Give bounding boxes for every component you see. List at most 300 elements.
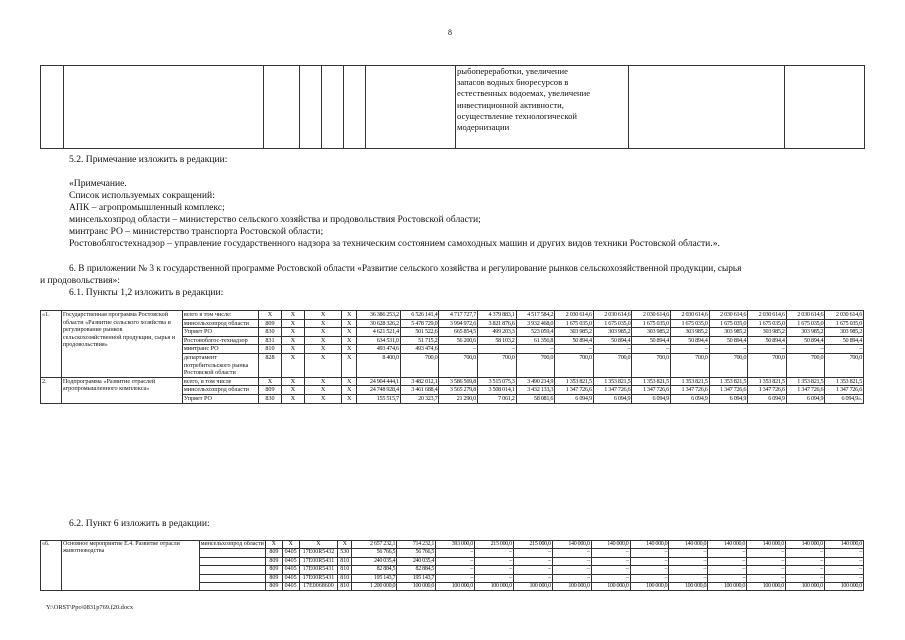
top-line: инвестиционной активности,	[457, 99, 564, 110]
value-cell: –	[552, 574, 591, 582]
value-cell: 58 081,6	[516, 394, 555, 403]
executor: департамент потребительского рынка Ростовской области	[182, 353, 258, 377]
code-cell: 0405	[282, 566, 299, 574]
value-cell: 51 715,2	[400, 336, 439, 345]
value-cell: –	[593, 345, 632, 354]
value-cell: –	[552, 566, 591, 574]
value-cell: 100 000,0	[669, 583, 708, 591]
value-cell: 100 000,0	[708, 583, 747, 591]
code-cell: X	[258, 377, 281, 386]
value-cell: 700,0	[786, 353, 825, 377]
value-cell: –	[669, 574, 708, 582]
abbr-rostov: Ростовоблгостехнадзор – управление государственного надзора за техническим состоянием самоходных машин и других видов техники Ростовской области.».	[69, 238, 720, 249]
value-cell: –	[824, 574, 863, 582]
code-cell: X	[342, 386, 357, 395]
value-cell: 2 030 614,6	[786, 311, 825, 320]
value-cell: 3 586 569,8	[439, 377, 478, 386]
value-cell: 1 675 035,0	[786, 319, 825, 328]
value-cell: –	[786, 557, 825, 565]
section-6-1: 6.1. Пункты 1,2 изложить в редакции:	[69, 287, 224, 298]
value-cell: 50 894,4	[786, 336, 825, 345]
value-cell: –	[669, 557, 708, 565]
value-cell: 700,0	[709, 353, 748, 377]
value-cell: –	[436, 574, 475, 582]
value-cell: –	[513, 566, 552, 574]
value-cell: 1 347 726,6	[555, 386, 594, 395]
value-cell: 700,0	[400, 353, 439, 377]
value-cell: 140 000,0	[708, 541, 747, 549]
value-cell: 700,0	[593, 353, 632, 377]
code-cell: X	[304, 345, 342, 354]
value-cell: 1 347 726,6	[632, 386, 671, 395]
value-cell: –	[670, 345, 709, 354]
code-cell: X	[342, 311, 357, 320]
value-cell: 24 748 928,4	[357, 386, 401, 395]
value-cell: 665 854,5	[439, 328, 478, 337]
value-cell: 4 717 727,7	[439, 311, 478, 320]
value-cell: –	[786, 574, 825, 582]
value-cell: 1 675 035,0	[632, 319, 671, 328]
value-cell: 2 030 614,6	[555, 311, 594, 320]
code-cell: 0405	[282, 549, 299, 557]
value-cell: 50 894,4	[748, 336, 787, 345]
value-cell: –	[748, 345, 787, 354]
value-cell: 61 356,8	[516, 336, 555, 345]
code-cell: X	[342, 394, 357, 403]
value-cell: 82 884,5	[352, 566, 397, 574]
code-cell: 810	[338, 574, 352, 582]
value-cell: 1 353 821,5	[555, 377, 594, 386]
value-cell: –	[436, 549, 475, 557]
value-cell: 1 200 000,0	[352, 583, 397, 591]
executor: минтранс РО	[182, 345, 258, 354]
value-cell: –	[477, 345, 516, 354]
value-cell: 4 379 883,1	[477, 311, 516, 320]
value-cell: 100 000,0	[475, 583, 514, 591]
section-6-line1: 6. В приложении № 3 к государственной программе Ростовской области «Развитие сельского хозяйства и регулирование рынков сельскохозяйственной продукции, сырья	[69, 264, 742, 274]
value-cell: 303 985,2	[670, 328, 709, 337]
code-cell: X	[304, 386, 342, 395]
code-cell: X	[342, 377, 357, 386]
value-cell: 140 000,0	[824, 541, 863, 549]
top-line: естественных водоемах, увеличение	[457, 88, 591, 99]
value-cell: 493 474,6	[357, 345, 401, 354]
code-cell: X	[281, 377, 304, 386]
value-cell: –	[824, 549, 863, 557]
executor: минсельхозпрод области	[182, 319, 258, 328]
value-cell: 100 000,0	[436, 583, 475, 591]
value-cell: 195 143,7	[397, 574, 436, 582]
value-cell: 700,0	[516, 353, 555, 377]
value-cell: 56 200,6	[439, 336, 478, 345]
executor: всего, в том числе	[182, 377, 258, 386]
page-number: 8	[448, 28, 452, 37]
section-6-line2: и продовольствия»:	[40, 275, 120, 286]
value-cell: 140 000,0	[630, 541, 669, 549]
code-cell: 17Е0068600	[299, 583, 338, 591]
value-cell: 1 353 821,5	[825, 377, 864, 386]
value-cell: –	[630, 549, 669, 557]
value-cell: 140 000,0	[552, 541, 591, 549]
value-cell: 2 030 614,6	[632, 311, 671, 320]
value-cell: 140 000,0	[786, 541, 825, 549]
value-cell: 195 143,7	[352, 574, 397, 582]
code-cell: X	[342, 345, 357, 354]
row-number: 2.	[41, 377, 62, 403]
abbreviations-title: Список используемых сокращений:	[69, 190, 215, 201]
value-cell: 56 766,5	[352, 549, 397, 557]
value-cell: 215 000,0	[513, 541, 552, 549]
measures-table	[40, 540, 864, 591]
value-cell: 700,0	[555, 353, 594, 377]
executor	[199, 574, 265, 582]
code-cell: X	[304, 377, 342, 386]
code-cell: X	[281, 311, 304, 320]
value-cell: –	[436, 566, 475, 574]
value-cell: 1 347 726,6	[670, 386, 709, 395]
value-cell: 6 094,9».	[825, 394, 864, 403]
executor	[199, 583, 265, 591]
code-cell: X	[338, 541, 352, 549]
value-cell: 140 000,0	[591, 541, 630, 549]
program-name: Подпрограмма «Развитие отраслей агропромышленного комплекса»	[61, 377, 182, 403]
value-cell: 50 894,4	[709, 336, 748, 345]
executor: минсельхозпрод области	[200, 541, 264, 547]
value-cell: –	[552, 549, 591, 557]
executor: всего в том числе:	[182, 311, 258, 320]
executor: Ростовоблгос-технадзор	[182, 336, 258, 345]
code-cell: X	[342, 336, 357, 345]
value-cell: 50 894,4	[593, 336, 632, 345]
value-cell: –	[555, 345, 594, 354]
value-cell: 50 894,4	[632, 336, 671, 345]
code-cell: X	[299, 541, 338, 549]
value-cell: 240 035,4	[397, 557, 436, 565]
code-cell: 830	[258, 328, 281, 337]
value-cell: 303 985,2	[786, 328, 825, 337]
value-cell: 1 347 726,6	[825, 386, 864, 395]
top-table	[40, 65, 865, 149]
code-cell: 17Е00R5431	[299, 557, 338, 565]
value-cell: 3 932 468,0	[516, 319, 555, 328]
value-cell: 3 515 075,3	[477, 377, 516, 386]
value-cell: 1 353 821,5	[632, 377, 671, 386]
value-cell: 50 894,4	[555, 336, 594, 345]
value-cell: 714 232,1	[397, 541, 436, 549]
value-cell: 100 000,0	[747, 583, 786, 591]
code-cell: 809	[265, 583, 282, 591]
code-cell: X	[281, 353, 304, 377]
value-cell: –	[513, 574, 552, 582]
code-cell: 831	[258, 336, 281, 345]
value-cell: 2 657 232,1	[352, 541, 397, 549]
code-cell: 810	[258, 345, 281, 354]
value-cell: 1 347 726,6	[748, 386, 787, 395]
code-cell: X	[258, 311, 281, 320]
value-cell: 6 094,9	[593, 394, 632, 403]
value-cell: 1 353 821,5	[593, 377, 632, 386]
code-cell: 828	[258, 353, 281, 377]
value-cell: 50 894,4	[670, 336, 709, 345]
top-table-text-cell	[456, 66, 629, 149]
executor: Упрвет РО	[182, 328, 258, 337]
value-cell: –	[630, 566, 669, 574]
note-title: «Примечание.	[69, 178, 127, 189]
table-row	[41, 541, 864, 549]
value-cell: –	[786, 566, 825, 574]
abbr-mintrans: минтранс РО – министерство транспорта Ростовской области;	[69, 226, 324, 237]
value-cell: 140 000,0	[747, 541, 786, 549]
value-cell: –	[709, 345, 748, 354]
value-cell: –	[513, 549, 552, 557]
value-cell: –	[591, 566, 630, 574]
value-cell: 82 884,5	[397, 566, 436, 574]
value-cell: –	[669, 566, 708, 574]
value-cell: 303 985,2	[709, 328, 748, 337]
value-cell: 700,0	[825, 353, 864, 377]
table-row	[41, 377, 864, 386]
row-number: «1.	[41, 311, 62, 378]
value-cell: 1 347 726,6	[786, 386, 825, 395]
code-cell: 17Е00R5431	[299, 574, 338, 582]
code-cell: X	[304, 328, 342, 337]
value-cell: 6 094,9	[555, 394, 594, 403]
value-cell: –	[747, 557, 786, 565]
value-cell: 6 094,9	[632, 394, 671, 403]
value-cell: 1 675 035,0	[825, 319, 864, 328]
program-name: Государственная программа Ростовской области «Развитие сельского хозяйства и регулирование рынков сельскохозяйственной продукции, сырья и продовольствия»	[61, 311, 182, 378]
top-line: рыбопереработки, увеличение	[457, 66, 568, 76]
executor: минсельхозпрод области	[182, 386, 258, 395]
value-cell: –	[591, 549, 630, 557]
value-cell: 700,0	[439, 353, 478, 377]
value-cell: 100 000,0	[591, 583, 630, 591]
executor	[199, 557, 265, 565]
code-cell: X	[304, 336, 342, 345]
value-cell: 3 565 279,8	[439, 386, 478, 395]
top-line: осуществление технологической	[457, 110, 577, 121]
value-cell: 56 766,5	[397, 549, 436, 557]
value-cell: –	[708, 549, 747, 557]
executor	[199, 566, 265, 574]
value-cell: 499 203,3	[477, 328, 516, 337]
programs-table	[40, 310, 864, 404]
top-line: запасов водных биоресурсов в	[457, 77, 569, 88]
value-cell: 1 347 726,6	[593, 386, 632, 395]
value-cell: 1 353 821,5	[786, 377, 825, 386]
value-cell: –	[747, 574, 786, 582]
code-cell: 830	[258, 394, 281, 403]
value-cell: –	[824, 557, 863, 565]
executor	[199, 549, 265, 557]
code-cell: 809	[265, 574, 282, 582]
value-cell: –	[708, 566, 747, 574]
value-cell: 20 323,7	[400, 394, 439, 403]
value-cell: 1 347 726,6	[709, 386, 748, 395]
value-cell: 3 432 133,3	[516, 386, 555, 395]
code-cell: 809	[258, 386, 281, 395]
value-cell: –	[708, 574, 747, 582]
value-cell: –	[475, 549, 514, 557]
value-cell: 3 490 214,9	[516, 377, 555, 386]
value-cell: 240 035,4	[352, 557, 397, 565]
code-cell: 17Е00R5431	[299, 566, 338, 574]
value-cell: 393 000,0	[436, 541, 475, 549]
value-cell: 1 675 035,0	[593, 319, 632, 328]
value-cell: 303 985,2	[825, 328, 864, 337]
value-cell: –	[436, 557, 475, 565]
value-cell: 1 353 821,5	[709, 377, 748, 386]
value-cell: 2 030 614,6	[709, 311, 748, 320]
value-cell: –	[591, 574, 630, 582]
value-cell: 4 621 521,4	[357, 328, 401, 337]
value-cell: 100 000,0	[630, 583, 669, 591]
section-5-2: 5.2. Примечание изложить в редакции:	[69, 154, 228, 165]
value-cell: 100 000,0	[397, 583, 436, 591]
value-cell: –	[786, 549, 825, 557]
value-cell: 700,0	[632, 353, 671, 377]
value-cell: 6 526 141,4	[400, 311, 439, 320]
code-cell: X	[304, 319, 342, 328]
code-cell: X	[281, 319, 304, 328]
value-cell: –	[475, 557, 514, 565]
code-cell: X	[342, 319, 357, 328]
value-cell: –	[630, 557, 669, 565]
file-path-footer: Y:\ORST\Ppo\0831p769.f20.docx	[46, 604, 134, 611]
value-cell: 3 821 876,6	[477, 319, 516, 328]
value-cell: –	[825, 345, 864, 354]
code-cell: 0405	[282, 583, 299, 591]
value-cell: 100 000,0	[552, 583, 591, 591]
code-cell: 809	[258, 319, 281, 328]
value-cell: 634 531,0	[357, 336, 401, 345]
value-cell: 3 508 014,1	[477, 386, 516, 395]
value-cell: 700,0	[670, 353, 709, 377]
section-6-2: 6.2. Пункт 6 изложить в редакции:	[69, 518, 210, 529]
value-cell: 700,0	[477, 353, 516, 377]
value-cell: –	[552, 557, 591, 565]
value-cell: –	[708, 557, 747, 565]
code-cell: X	[281, 328, 304, 337]
top-table-row	[41, 66, 865, 149]
value-cell: 6 094,9	[670, 394, 709, 403]
code-cell: X	[304, 353, 342, 377]
code-cell: 809	[265, 549, 282, 557]
code-cell: 0405	[282, 574, 299, 582]
value-cell: –	[630, 574, 669, 582]
code-cell: X	[304, 311, 342, 320]
value-cell: –	[747, 566, 786, 574]
value-cell: 140 000,0	[669, 541, 708, 549]
value-cell: 58 103,2	[477, 336, 516, 345]
value-cell: 1 675 035,0	[709, 319, 748, 328]
abbr-minselhoz: минсельхозпрод области – министерство сельского хозяйства и продовольствия Ростовской области;	[69, 214, 481, 225]
value-cell: 2 030 614,6	[670, 311, 709, 320]
value-cell: 1 675 035,0	[748, 319, 787, 328]
value-cell: 3 994 972,6	[439, 319, 478, 328]
value-cell: 700,0	[748, 353, 787, 377]
code-cell: X	[281, 394, 304, 403]
value-cell: 303 985,2	[593, 328, 632, 337]
value-cell: 6 094,9	[709, 394, 748, 403]
value-cell: 493 474,6	[400, 345, 439, 354]
value-cell: 3 461 688,4	[400, 386, 439, 395]
value-cell: –	[513, 557, 552, 565]
value-cell: 1 353 821,5	[670, 377, 709, 386]
value-cell: 1 353 821,5	[748, 377, 787, 386]
value-cell: 1 675 035,0	[555, 319, 594, 328]
value-cell: –	[786, 345, 825, 354]
value-cell: 36 386 253,2	[357, 311, 401, 320]
value-cell: 501 522,6	[400, 328, 439, 337]
value-cell: 100 000,0	[786, 583, 825, 591]
code-cell: 810	[338, 583, 352, 591]
value-cell: 303 985,2	[555, 328, 594, 337]
top-line: модернизации	[457, 122, 510, 133]
value-cell: 100 000,0	[513, 583, 552, 591]
code-cell: X	[342, 353, 357, 377]
code-cell: 17Е00R5432	[299, 549, 338, 557]
value-cell: 2 030 614,6	[748, 311, 787, 320]
value-cell: –	[632, 345, 671, 354]
code-cell: X	[265, 541, 282, 549]
code-cell: X	[281, 336, 304, 345]
executor: Упрвет РО	[182, 394, 258, 403]
value-cell: –	[669, 549, 708, 557]
code-cell: 530	[338, 549, 352, 557]
code-cell: 809	[265, 566, 282, 574]
code-cell: X	[281, 345, 304, 354]
code-cell: X	[281, 386, 304, 395]
value-cell: 303 985,2	[748, 328, 787, 337]
value-cell: –	[439, 345, 478, 354]
value-cell: 30 628 326,2	[357, 319, 401, 328]
value-cell: –	[475, 566, 514, 574]
value-cell: –	[591, 557, 630, 565]
value-cell: 3 482 012,1	[400, 377, 439, 386]
program-name: Основное мероприятие Е.4. Развитие отрасли животноводства	[62, 541, 200, 591]
value-cell: 155 515,7	[357, 394, 401, 403]
value-cell: 303 985,2	[632, 328, 671, 337]
value-cell: 50 894,4	[825, 336, 864, 345]
value-cell: –	[747, 549, 786, 557]
code-cell: X	[282, 541, 299, 549]
value-cell: 100 000,0	[824, 583, 863, 591]
value-cell: –	[824, 566, 863, 574]
code-cell: 810	[338, 566, 352, 574]
value-cell: –	[516, 345, 555, 354]
value-cell: 215 000,0	[475, 541, 514, 549]
value-cell: 21 290,0	[439, 394, 478, 403]
code-cell: 809	[265, 557, 282, 565]
value-cell: 24 904 444,1	[357, 377, 401, 386]
value-cell: 5 478 729,0	[400, 319, 439, 328]
value-cell: 7 061,2	[477, 394, 516, 403]
code-cell: X	[342, 328, 357, 337]
value-cell: –	[475, 574, 514, 582]
value-cell: 4 517 584,2	[516, 311, 555, 320]
value-cell: 523 059,4	[516, 328, 555, 337]
abbr-apk: АПК – агропромышленный комплекс;	[69, 202, 225, 213]
code-cell: 810	[338, 557, 352, 565]
row-number: «6.	[41, 541, 62, 591]
value-cell: 6 094,9	[748, 394, 787, 403]
value-cell: 2 030 614,6	[593, 311, 632, 320]
value-cell: 1 675 035,0	[670, 319, 709, 328]
value-cell: 2 030 614,6	[825, 311, 864, 320]
value-cell: 8 400,0	[357, 353, 401, 377]
code-cell: 0405	[282, 557, 299, 565]
